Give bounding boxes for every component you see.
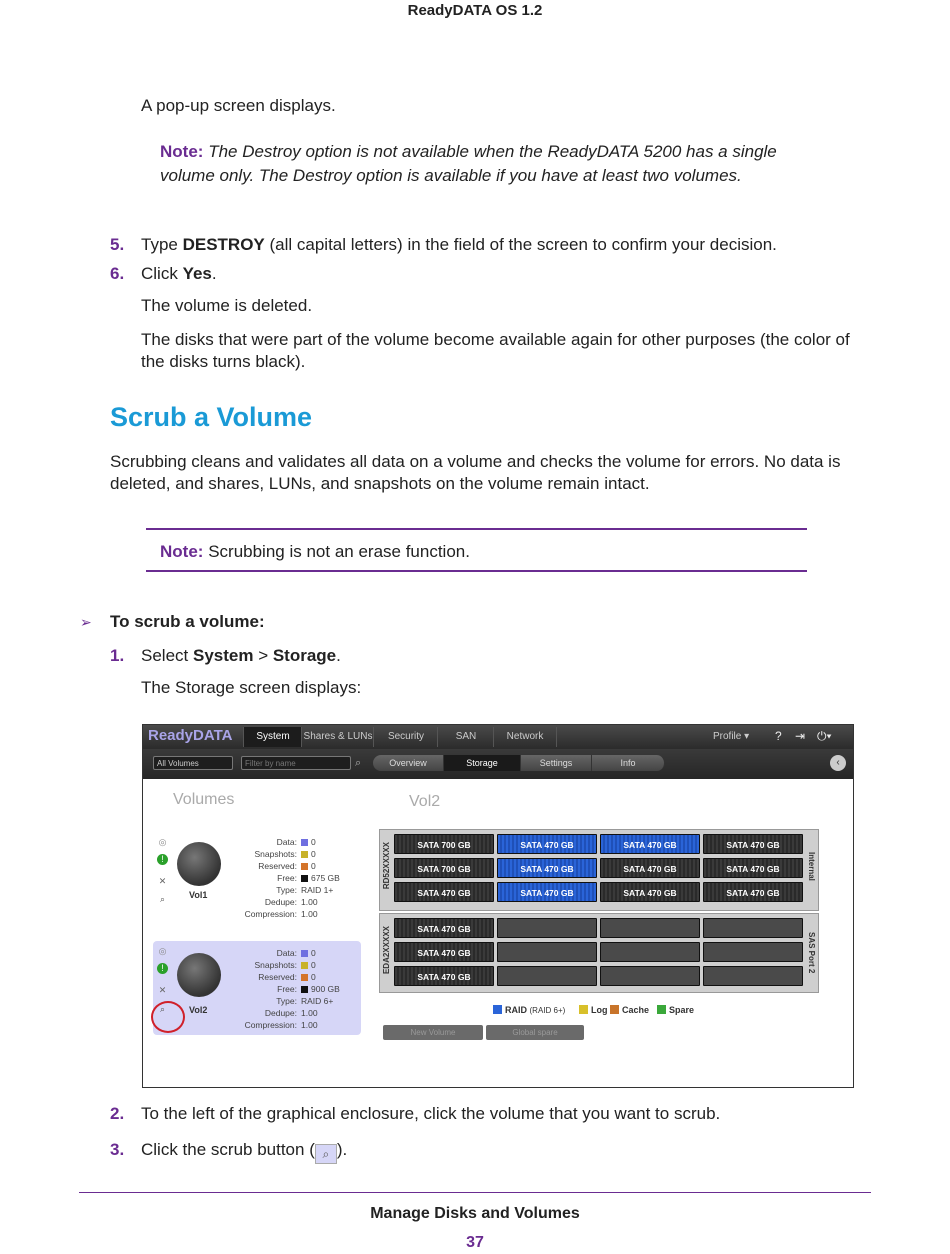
empty-slot	[600, 942, 700, 962]
enclosure-id: RD52XXXXX	[382, 842, 391, 890]
volume-dial	[177, 953, 221, 997]
empty-slot	[600, 966, 700, 986]
nav-tab-system[interactable]: System	[243, 727, 302, 747]
procedure-arrow-icon: ➢	[80, 614, 92, 630]
step-1-text: Select System > Storage.	[141, 646, 341, 665]
empty-slot	[497, 942, 597, 962]
sub-toolbar	[143, 749, 853, 779]
subtab-overview[interactable]: Overview	[373, 755, 444, 771]
filter-input[interactable]: Filter by name	[241, 756, 351, 770]
readydata-logo: ReadyDATA	[148, 727, 233, 744]
new-volume-button[interactable]: New Volume	[383, 1025, 483, 1040]
disk-slot[interactable]: SATA 470 GB	[394, 966, 494, 986]
disk-slot[interactable]: SATA 470 GB	[600, 858, 700, 878]
running-header: ReadyDATA OS 1.2	[407, 2, 543, 19]
disk-slot[interactable]: SATA 700 GB	[394, 834, 494, 854]
note-rule-bottom	[146, 570, 807, 572]
step-6	[110, 263, 124, 285]
step-5-text: Type DESTROY (all capital letters) in the field of the screen to confirm your decision.	[141, 235, 777, 254]
intro-text: A pop-up screen displays.	[141, 96, 336, 115]
step-1	[110, 645, 124, 667]
volume-stats: Data: 0 Snapshots: 0 Reserved: 0 Free: 675 GB Type: RAID 1+ Dedupe: 1.00 Compression: 1.00	[244, 837, 340, 919]
tools-icon[interactable]: ✕	[158, 985, 167, 995]
scrub-icon[interactable]: ⌕	[159, 894, 166, 904]
note-label: Note:	[160, 542, 204, 561]
enclosure-id: EDA2XXXXX	[382, 926, 391, 975]
volume-name: Vol2	[189, 1005, 208, 1015]
note-label: Note:	[160, 142, 204, 161]
scrub-icon[interactable]: ⌕	[159, 1004, 166, 1014]
storage-screenshot	[142, 724, 854, 1088]
legend-cache: Cache	[610, 1005, 649, 1015]
empty-slot	[703, 942, 803, 962]
legend-log: Log	[579, 1005, 608, 1015]
step-2-text: To the left of the graphical enclosure, click the volume that you want to scrub.	[141, 1104, 721, 1123]
empty-slot	[703, 918, 803, 938]
status-ok-icon: !	[157, 854, 168, 865]
logout-icon[interactable]: ⇥	[795, 729, 806, 743]
step-number: 3.	[110, 1140, 125, 1159]
result-disks: The disks that were part of the volume become available again for other purposes (the color of the disks turns black).	[141, 330, 850, 371]
footer-section: Manage Disks and Volumes	[370, 1205, 580, 1222]
procedure-title: To scrub a volume:	[110, 612, 265, 631]
step-number: 6.	[110, 264, 125, 283]
note-text: The Destroy option is not available when the ReadyDATA 5200 has a single volume only. The Destroy option is available if you have at least two volumes.	[160, 142, 777, 185]
global-spare-button[interactable]: Global spare	[486, 1025, 584, 1040]
step-2	[110, 1103, 124, 1125]
nav-tab-san[interactable]: SAN	[437, 727, 494, 747]
disk-slot[interactable]: SATA 470 GB	[394, 882, 494, 902]
profile-menu[interactable]: Profile ▾	[713, 731, 750, 742]
volume-filter-select[interactable]: All Volumes	[153, 756, 233, 770]
note-rule-top	[146, 528, 807, 530]
subtab-settings[interactable]: Settings	[521, 755, 592, 771]
enclosure-port: Internal	[807, 852, 816, 881]
destroy-keyword: DESTROY	[182, 235, 265, 254]
disk-slot[interactable]: SATA 470 GB	[497, 882, 597, 902]
volume-stats: Data: 0 Snapshots: 0 Reserved: 0 Free: 900 GB Type: RAID 6+ Dedupe: 1.00 Compression: 1.00	[244, 948, 340, 1030]
step-1-result: The Storage screen displays:	[141, 678, 362, 697]
search-icon[interactable]: ⌕	[355, 757, 362, 769]
volume-dial	[177, 842, 221, 886]
disk-slot[interactable]: SATA 470 GB	[703, 834, 803, 854]
enclosure-sas-port-2	[379, 913, 819, 993]
scrub-highlight-circle	[151, 1001, 185, 1033]
section-title: Scrub a Volume	[110, 402, 313, 432]
top-nav-bar	[143, 725, 853, 749]
result-deleted: The volume is deleted.	[141, 296, 313, 315]
empty-slot	[600, 918, 700, 938]
volume-name: Vol1	[189, 890, 208, 900]
nav-tab-shares-luns[interactable]: Shares & LUNs	[301, 727, 374, 747]
storage-main	[143, 779, 853, 1087]
step-number: 2.	[110, 1104, 125, 1123]
info-icon[interactable]: ◎	[158, 837, 167, 847]
disk-slot[interactable]: SATA 470 GB	[394, 918, 494, 938]
legend-raid: RAID (RAID 6+)	[493, 1005, 565, 1015]
footer-rule	[79, 1192, 871, 1193]
note-text: Scrubbing is not an erase function.	[208, 542, 470, 561]
disk-slot[interactable]: SATA 470 GB	[600, 834, 700, 854]
disk-slot[interactable]: SATA 470 GB	[703, 882, 803, 902]
disk-slot[interactable]: SATA 470 GB	[497, 834, 597, 854]
disk-slot[interactable]: SATA 470 GB	[600, 882, 700, 902]
volume-card-vol1[interactable]	[153, 834, 361, 926]
tools-icon[interactable]: ✕	[158, 876, 167, 886]
empty-slot	[497, 918, 597, 938]
step-number: 5.	[110, 235, 125, 254]
back-icon[interactable]: ‹	[830, 755, 846, 771]
page-number: 37	[466, 1234, 484, 1251]
help-icon[interactable]: ?	[775, 729, 782, 743]
selected-volume-heading: Vol2	[409, 793, 441, 810]
disk-slot[interactable]: SATA 470 GB	[703, 858, 803, 878]
step-3	[110, 1139, 124, 1161]
subtab-info[interactable]: Info	[592, 755, 665, 771]
enclosure-internal	[379, 829, 819, 911]
legend-spare: Spare	[657, 1005, 694, 1015]
step-6-text: Click Yes.	[141, 264, 217, 283]
nav-tab-security[interactable]: Security	[373, 727, 438, 747]
info-icon[interactable]: ◎	[158, 946, 167, 956]
subtab-storage[interactable]: Storage	[444, 755, 521, 771]
note-destroy	[160, 140, 810, 187]
enclosure-port: SAS Port 2	[807, 932, 816, 974]
section-body: Scrubbing cleans and validates all data on a volume and checks the volume for errors. No data is deleted, and shares, LUNs, and snapshots on the volume remain intact.	[110, 452, 841, 493]
empty-slot	[497, 966, 597, 986]
disk-slot[interactable]: SATA 470 GB	[394, 942, 494, 962]
nav-tab-network[interactable]: Network	[493, 727, 557, 747]
step-number: 1.	[110, 646, 125, 665]
yes-keyword: Yes	[182, 264, 212, 283]
empty-slot	[703, 966, 803, 986]
status-ok-icon: !	[157, 963, 168, 974]
note-scrub	[160, 541, 470, 563]
step-5	[110, 234, 124, 256]
scrub-button-icon: ⌕	[315, 1144, 337, 1164]
step-3-text: Click the scrub button ( ⌕ ).	[141, 1139, 347, 1164]
power-icon[interactable]: ⏻▾	[817, 729, 832, 743]
disk-slot[interactable]: SATA 700 GB	[394, 858, 494, 878]
volumes-heading: Volumes	[173, 791, 235, 808]
disk-slot[interactable]: SATA 470 GB	[497, 858, 597, 878]
